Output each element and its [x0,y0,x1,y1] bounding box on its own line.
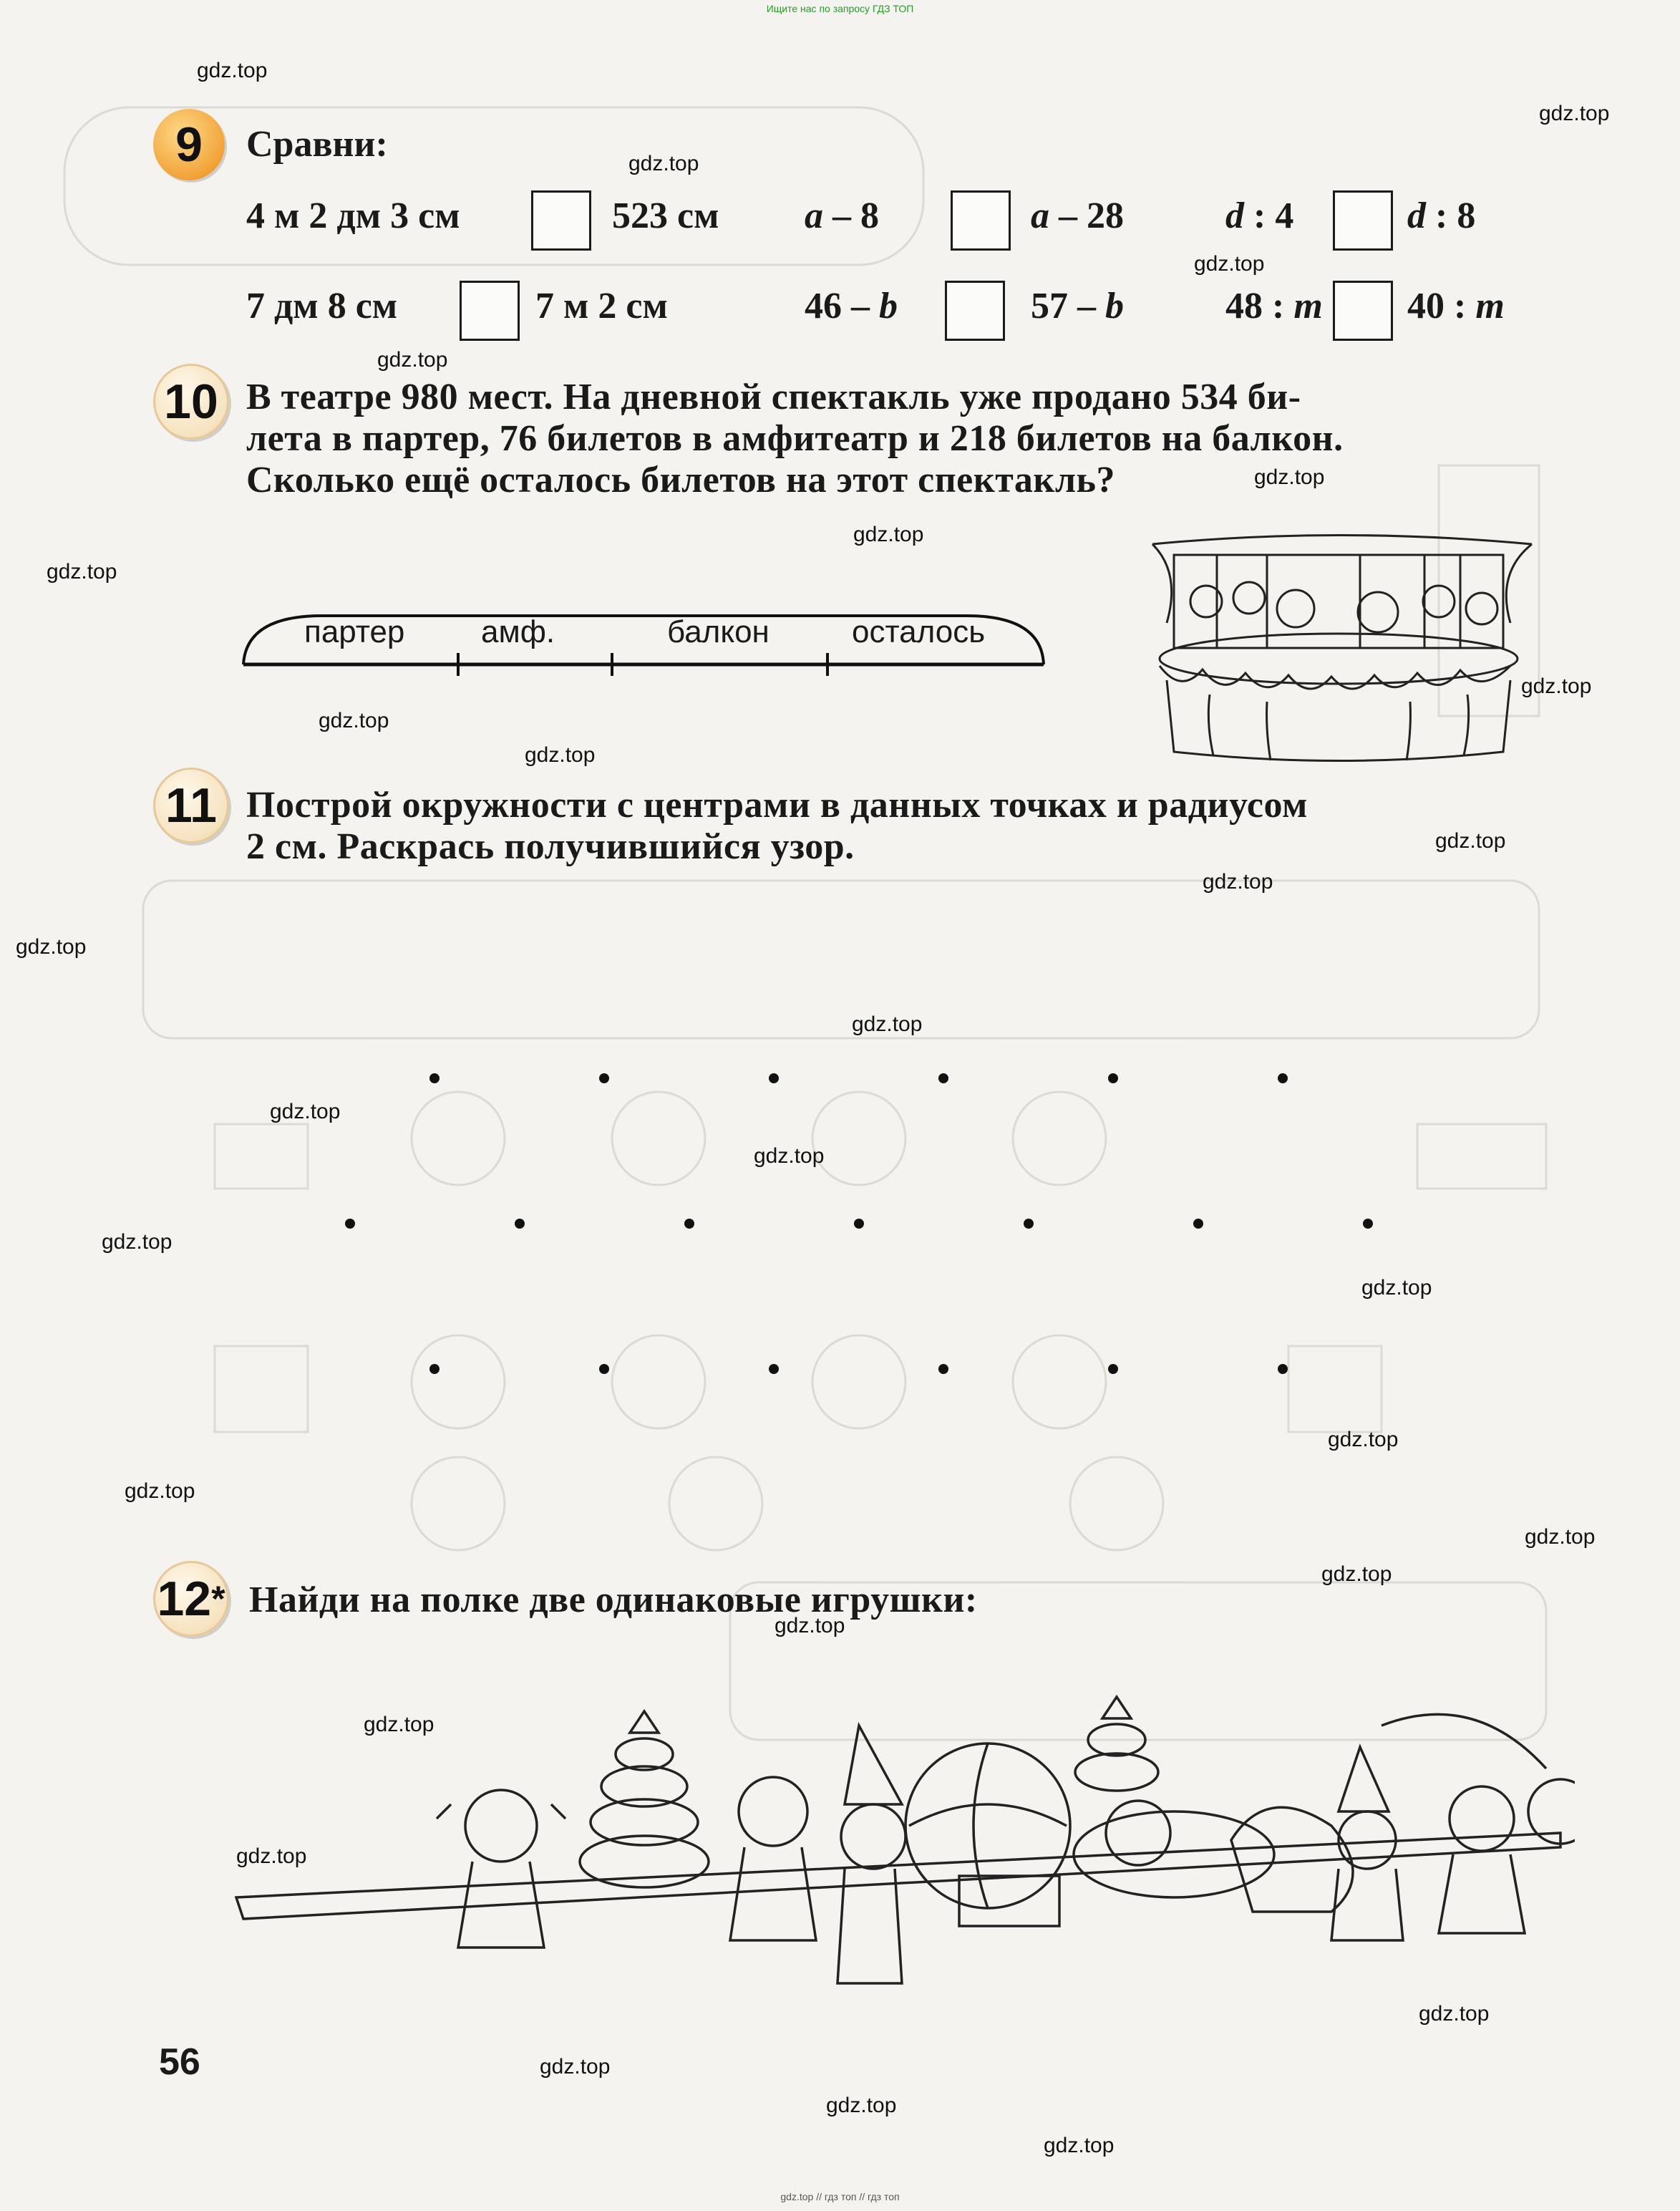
center-point[interactable] [515,1219,525,1229]
watermark: gdz.top [826,2094,897,2117]
center-point[interactable] [599,1073,609,1083]
watermark: gdz.top [1321,1562,1392,1586]
center-point[interactable] [345,1219,355,1229]
watermark: gdz.top [47,560,117,584]
center-point[interactable] [1108,1073,1118,1083]
watermark: gdz.top [1361,1276,1432,1300]
compare-right: 523 см [612,195,719,236]
center-point[interactable] [599,1364,609,1374]
watermark: gdz.top [1194,252,1265,276]
compare-left: 48 : m [1225,286,1323,326]
compare-left: d : 4 [1225,195,1294,236]
center-point[interactable] [429,1073,440,1083]
center-point[interactable] [1108,1364,1118,1374]
watermark: gdz.top [125,1479,195,1503]
watermark: gdz.top [540,2055,611,2079]
watermark: gdz.top [1203,870,1273,894]
task-number-badge: 9 [153,109,225,180]
watermark: gdz.top [852,1012,923,1036]
watermark: gdz.top [1044,2134,1115,2157]
top-note: Ищите нас по запросу ГДЗ ТОП [766,3,914,14]
center-point[interactable] [769,1364,779,1374]
task9-title: Сравни: [246,124,388,165]
center-point[interactable] [1278,1073,1288,1083]
compare-left: a – 8 [805,195,879,236]
center-point[interactable] [1363,1219,1373,1229]
compare-sign-box[interactable] [945,281,1005,341]
segment-label: балкон [667,614,769,649]
problem-line: Построй окружности с центрами в данных точках и радиусом [246,785,1308,826]
compare-left: 46 – b [805,286,898,326]
page-number: 56 [159,2041,200,2083]
task-number-badge: 11 [153,768,229,843]
watermark: gdz.top [628,152,699,175]
compare-sign-box[interactable] [1333,190,1393,251]
watermark: gdz.top [1254,465,1325,489]
center-point[interactable] [1193,1219,1203,1229]
compare-right: 7 м 2 см [535,286,668,326]
problem-line: В театре 980 мест. На дневной спектакль уже продано 534 би- [246,377,1301,417]
compare-right: a – 28 [1031,195,1124,236]
task-number-badge: 10 [153,364,229,440]
watermark: gdz.top [775,1614,845,1637]
watermark: gdz.top [197,59,268,82]
watermark: gdz.top [319,709,389,732]
segment-label: осталось [852,614,986,649]
compare-sign-box[interactable] [460,281,520,341]
compare-left: 7 дм 8 см [246,286,398,326]
watermark: gdz.top [853,523,924,546]
watermark: gdz.top [236,1844,307,1868]
watermark: gdz.top [1419,2002,1490,2026]
bottom-note: gdz.top // гдз топ // гдз топ [780,2191,900,2202]
compare-right: 40 : m [1407,286,1505,326]
center-point[interactable] [938,1364,948,1374]
problem-line: 2 см. Раскрась получившийся узор. [246,826,855,867]
watermark: gdz.top [102,1230,173,1254]
center-point[interactable] [684,1219,694,1229]
task-number-badge: 12 * [153,1561,229,1637]
watermark: gdz.top [1521,674,1592,698]
center-point[interactable] [1278,1364,1288,1374]
compare-right: 57 – b [1031,286,1124,326]
theater-balcony-illustration [1124,530,1553,766]
segment-label: партер [304,614,405,649]
watermark: gdz.top [1525,1525,1596,1549]
segment-label: амф. [481,614,555,649]
center-point[interactable] [938,1073,948,1083]
toy-shelf-illustration [215,1640,1575,2055]
watermark: gdz.top [1435,829,1506,853]
center-point[interactable] [769,1073,779,1083]
watermark: gdz.top [377,348,448,372]
compare-sign-box[interactable] [951,190,1011,251]
watermark: gdz.top [364,1713,434,1736]
problem-line: лета в партер, 76 билетов в амфитеатр и 218 билетов на балкон. [246,418,1344,459]
compare-left: 4 м 2 дм 3 см [246,195,460,236]
center-point[interactable] [854,1219,864,1229]
compare-sign-box[interactable] [1333,281,1393,341]
watermark: gdz.top [754,1144,825,1168]
task12-title: Найди на полке две одинаковые игрушки: [249,1579,978,1620]
center-point[interactable] [429,1364,440,1374]
watermark: gdz.top [1328,1428,1399,1451]
compare-sign-box[interactable] [531,190,591,251]
center-point[interactable] [1024,1219,1034,1229]
watermark: gdz.top [1539,102,1610,125]
watermark: gdz.top [525,743,596,767]
compare-right: d : 8 [1407,195,1476,236]
problem-line: Сколько ещё осталось билетов на этот спектакль? [246,460,1116,500]
watermark: gdz.top [270,1100,341,1123]
watermark: gdz.top [16,935,87,959]
